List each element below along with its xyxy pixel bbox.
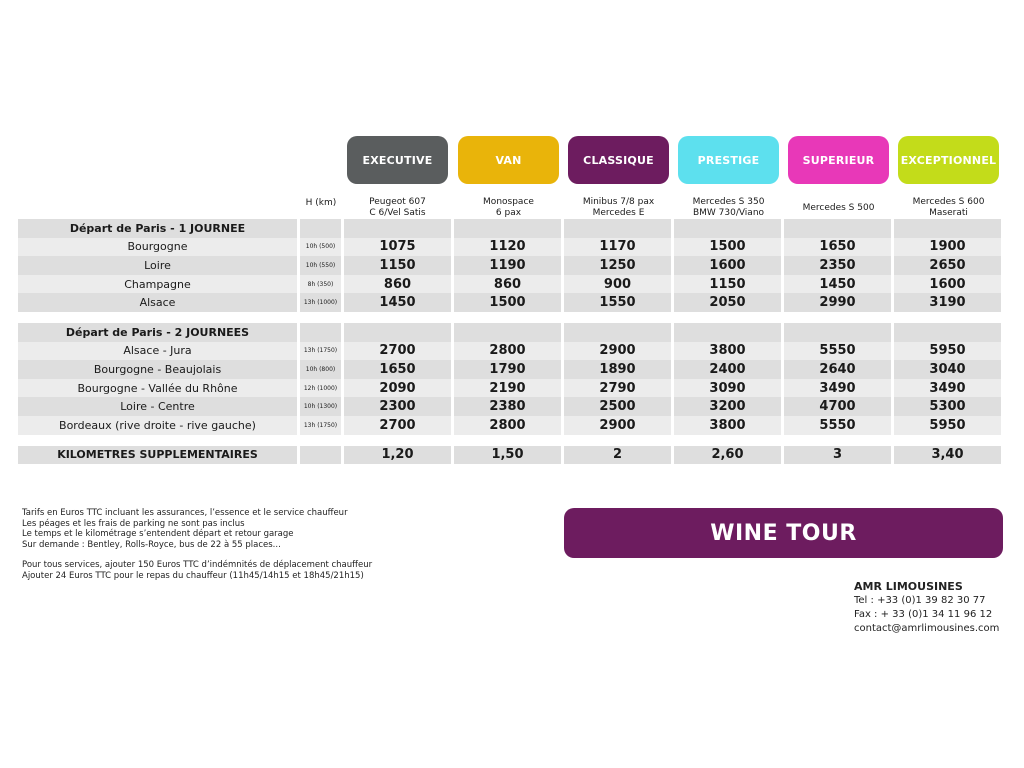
table-row	[18, 379, 1001, 398]
destination-label: Champagne	[18, 275, 297, 294]
duration-distance-cell	[300, 219, 341, 238]
price-cell: 1790	[454, 360, 561, 379]
price-cell: 2400	[674, 360, 781, 379]
section-row	[18, 446, 1001, 465]
price-cell	[344, 219, 451, 238]
price-cell	[454, 219, 561, 238]
duration-distance-cell: 10h (800)	[300, 360, 341, 379]
category-tile-superieur: SUPERIEUR	[788, 136, 889, 184]
price-cell: 1550	[564, 293, 671, 312]
price-cell: 1,50	[454, 446, 561, 465]
table-row	[18, 256, 1001, 275]
price-cell	[784, 219, 891, 238]
price-cell: 2050	[674, 293, 781, 312]
price-cell: 1900	[894, 238, 1001, 257]
price-cell: 1650	[784, 238, 891, 257]
price-cell	[674, 323, 781, 342]
price-cell: 1120	[454, 238, 561, 257]
price-cell: 3490	[894, 379, 1001, 398]
destination-label: Alsace	[18, 293, 297, 312]
price-cell	[894, 323, 1001, 342]
price-cell: 1450	[784, 275, 891, 294]
table-row	[18, 275, 1001, 294]
duration-distance-cell: 12h (1000)	[300, 379, 341, 398]
vehicle-line: Mercedes S 350	[692, 197, 765, 207]
price-cell: 3,40	[894, 446, 1001, 465]
price-cell: 5550	[784, 416, 891, 435]
vehicle-line: Maserati	[929, 208, 968, 218]
price-cell: 3	[784, 446, 891, 465]
note-line: Tarifs en Euros TTC incluant les assurances, l’essence et le service chauffeur	[22, 508, 348, 518]
price-cell	[894, 219, 1001, 238]
note-line: Ajouter 24 Euros TTC pour le repas du chauffeur (11h45/14h15 et 18h45/21h15)	[22, 570, 364, 581]
price-cell: 2090	[344, 379, 451, 398]
hkm-column-header: H (km)	[305, 198, 337, 208]
price-cell: 2900	[564, 416, 671, 435]
category-tile-executive: EXECUTIVE	[347, 136, 448, 184]
price-cell	[674, 219, 781, 238]
price-cell: 1890	[564, 360, 671, 379]
price-cell: 5300	[894, 397, 1001, 416]
vehicle-line: Peugeot 607	[369, 197, 426, 207]
row-gap	[18, 312, 1001, 323]
price-cell: 2990	[784, 293, 891, 312]
destination-label: Bourgogne - Beaujolais	[18, 360, 297, 379]
price-cell: 900	[564, 275, 671, 294]
price-cell: 1,20	[344, 446, 451, 465]
price-cell: 3040	[894, 360, 1001, 379]
price-cell: 2,60	[674, 446, 781, 465]
price-cell	[454, 323, 561, 342]
price-cell: 2700	[344, 416, 451, 435]
price-cell: 860	[344, 275, 451, 294]
section-label: Départ de Paris - 1 JOURNEE	[18, 219, 297, 238]
company-name: AMR LIMOUSINES	[854, 580, 963, 593]
note-line: Sur demande : Bentley, Rolls-Royce, bus de 22 à 55 places...	[22, 539, 281, 550]
fax-number: Fax : + 33 (0)1 34 11 96 12	[854, 609, 993, 620]
price-cell: 1450	[344, 293, 451, 312]
price-cell: 2900	[564, 342, 671, 361]
table-row	[18, 397, 1001, 416]
row-gap	[18, 435, 1001, 446]
table-row	[18, 238, 1001, 257]
price-cell: 2190	[454, 379, 561, 398]
price-cell: 1170	[564, 238, 671, 257]
price-cell: 5550	[784, 342, 891, 361]
price-cell: 3200	[674, 397, 781, 416]
destination-label: Loire	[18, 256, 297, 275]
note-line: Le temps et le kilométrage s’entendent départ et retour garage	[22, 529, 294, 539]
price-cell: 1650	[344, 360, 451, 379]
price-cell: 1075	[344, 238, 451, 257]
price-cell: 2650	[894, 256, 1001, 275]
vehicle-line: 6 pax	[495, 208, 522, 218]
price-cell: 1600	[674, 256, 781, 275]
contact-block	[854, 580, 999, 636]
phone-number: Tel : +33 (0)1 39 82 30 77	[854, 595, 986, 606]
price-cell: 3490	[784, 379, 891, 398]
destination-label: Loire - Centre	[18, 397, 297, 416]
destination-label: Bourgogne - Vallée du Rhône	[18, 379, 297, 398]
section-row	[18, 219, 1001, 238]
price-cell: 1500	[454, 293, 561, 312]
section-label: KILOMETRES SUPPLEMENTAIRES	[18, 446, 297, 465]
category-tile-exceptionnel: EXCEPTIONNEL	[898, 136, 999, 184]
duration-distance-cell: 13h (1750)	[300, 342, 341, 361]
price-cell: 860	[454, 275, 561, 294]
table-row	[18, 416, 1001, 435]
price-cell: 2	[564, 446, 671, 465]
price-cell: 2790	[564, 379, 671, 398]
duration-distance-cell	[300, 446, 341, 465]
section-row	[18, 323, 1001, 342]
price-cell	[564, 323, 671, 342]
price-cell: 1600	[894, 275, 1001, 294]
price-cell: 5950	[894, 416, 1001, 435]
price-cell: 1150	[344, 256, 451, 275]
wine-tour-banner: WINE TOUR	[564, 508, 1003, 558]
price-cell: 2640	[784, 360, 891, 379]
table-row	[18, 293, 1001, 312]
vehicle-line: C 6/Vel Satis	[369, 208, 426, 218]
price-cell: 2800	[454, 416, 561, 435]
duration-distance-cell: 10h (500)	[300, 238, 341, 257]
duration-distance-cell	[300, 323, 341, 342]
terms-notes	[22, 508, 372, 581]
price-cell: 3800	[674, 416, 781, 435]
category-tile-classique: CLASSIQUE	[568, 136, 669, 184]
price-cell: 1190	[454, 256, 561, 275]
duration-distance-cell: 13h (1750)	[300, 416, 341, 435]
price-cell: 2350	[784, 256, 891, 275]
duration-distance-cell: 8h (350)	[300, 275, 341, 294]
price-cell: 1500	[674, 238, 781, 257]
price-cell: 2800	[454, 342, 561, 361]
price-cell	[564, 219, 671, 238]
destination-label: Alsace - Jura	[18, 342, 297, 361]
duration-distance-cell: 10h (1300)	[300, 397, 341, 416]
price-cell: 5950	[894, 342, 1001, 361]
vehicle-line: Mercedes E	[592, 208, 645, 218]
price-cell: 2300	[344, 397, 451, 416]
table-row	[18, 360, 1001, 379]
price-cell: 1250	[564, 256, 671, 275]
price-table	[15, 219, 1004, 464]
price-cell: 3090	[674, 379, 781, 398]
price-cell: 2500	[564, 397, 671, 416]
price-cell: 2380	[454, 397, 561, 416]
price-cell: 3190	[894, 293, 1001, 312]
note-spacer	[22, 550, 372, 560]
category-tile-van: VAN	[458, 136, 559, 184]
vehicle-line: Monospace	[483, 197, 534, 207]
duration-distance-cell: 13h (1000)	[300, 293, 341, 312]
price-cell: 1150	[674, 275, 781, 294]
price-cell	[784, 323, 891, 342]
note-line: Les péages et les frais de parking ne sont pas inclus	[22, 518, 245, 529]
vehicle-line: BMW 730/Viano	[692, 208, 765, 218]
category-tile-prestige: PRESTIGE	[678, 136, 779, 184]
price-cell	[344, 323, 451, 342]
table-row	[18, 342, 1001, 361]
note-line: Pour tous services, ajouter 150 Euros TTC d’indémnités de déplacement chauffeur	[22, 560, 373, 570]
price-cell: 2700	[344, 342, 451, 361]
email-address[interactable]: contact@amrlimousines.com	[854, 623, 1000, 634]
price-cell: 4700	[784, 397, 891, 416]
destination-label: Bourgogne	[18, 238, 297, 257]
vehicle-line: Minibus 7/8 pax	[582, 197, 655, 207]
vehicle-line: Mercedes S 600	[912, 197, 985, 207]
destination-label: Bordeaux (rive droite - rive gauche)	[18, 416, 297, 435]
duration-distance-cell: 10h (550)	[300, 256, 341, 275]
vehicle-line: Mercedes S 500	[802, 202, 875, 213]
section-label: Départ de Paris - 2 JOURNEES	[18, 323, 297, 342]
price-cell: 3800	[674, 342, 781, 361]
